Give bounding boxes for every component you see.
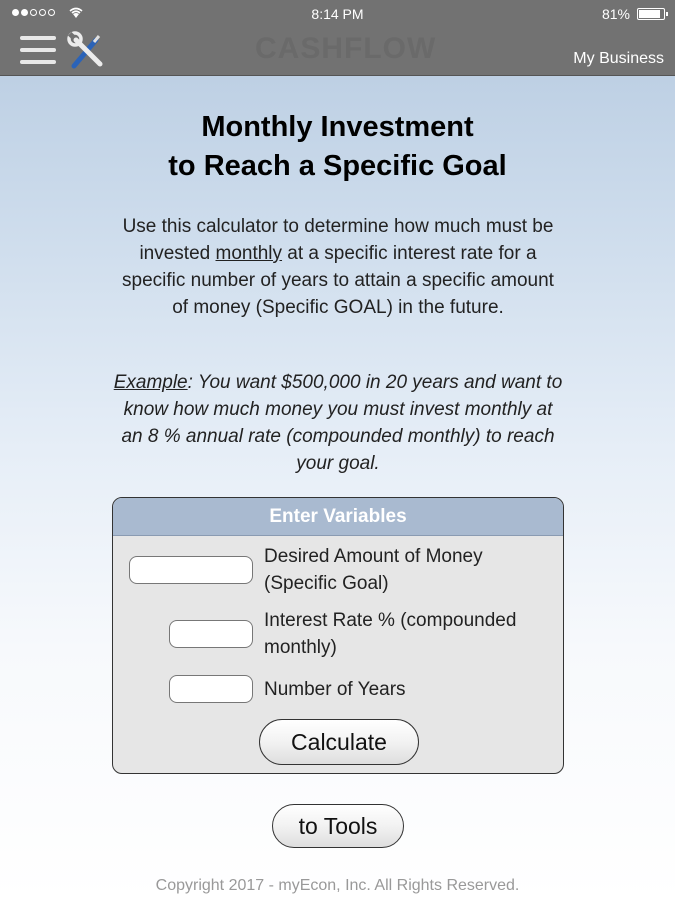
- number-of-years-label: Number of Years: [264, 679, 406, 700]
- app-logo-ghost: CASHFLOW: [255, 32, 437, 65]
- menu-icon[interactable]: [20, 36, 56, 64]
- copyright-text: Copyright 2017 - myEcon, Inc. All Rights Reserved.: [155, 877, 520, 894]
- number-of-years-input[interactable]: [170, 676, 252, 702]
- interest-rate-label: [264, 607, 516, 661]
- desired-amount-input[interactable]: [130, 557, 252, 583]
- status-time: 8:14 PM: [311, 6, 364, 22]
- example-label: Example: [113, 372, 188, 393]
- variables-panel: [112, 497, 564, 774]
- calculate-button[interactable]: Calculate: [259, 719, 419, 765]
- to-tools-button[interactable]: to Tools: [272, 804, 404, 848]
- battery-icon: [637, 8, 665, 20]
- title-line-1: Monthly Investment: [201, 111, 474, 143]
- description-part-1: Use this calculator to determine how much must be invested: [122, 216, 554, 264]
- interest-rate-field[interactable]: [169, 620, 253, 648]
- title-line-2: to Reach a Specific Goal: [168, 150, 507, 182]
- desired-amount-field[interactable]: [129, 556, 253, 584]
- description-emphasis: monthly: [215, 243, 283, 264]
- my-business-link[interactable]: My Business: [573, 50, 664, 67]
- number-of-years-field[interactable]: [169, 675, 253, 703]
- interest-rate-label-line-1: Interest Rate % (compounded: [264, 610, 517, 631]
- example-body: : You want $500,000 in 20 years and want to know how much money you must invest monthly at an 8 % annual rate (compounded monthly) to reach your goal.: [121, 372, 563, 474]
- tools-icon[interactable]: [66, 30, 108, 72]
- page-title: [0, 108, 675, 186]
- description-part-2: at a specific interest rate for a specific number of years to attain a specific amount of money (Specific GOAL) in the future.: [122, 243, 554, 318]
- description-text: [113, 213, 563, 321]
- navigation-bar: [0, 28, 675, 76]
- desired-amount-label-line-2: (Specific Goal): [264, 573, 389, 594]
- battery-percentage: 81%: [601, 6, 630, 22]
- desired-amount-label: [264, 543, 483, 597]
- example-text: [113, 369, 563, 477]
- panel-header: Enter Variables: [113, 498, 563, 536]
- status-bar: [0, 0, 675, 28]
- interest-rate-input[interactable]: [170, 621, 252, 647]
- interest-rate-label-line-2: monthly): [264, 637, 337, 658]
- desired-amount-label-line-1: Desired Amount of Money: [264, 546, 483, 567]
